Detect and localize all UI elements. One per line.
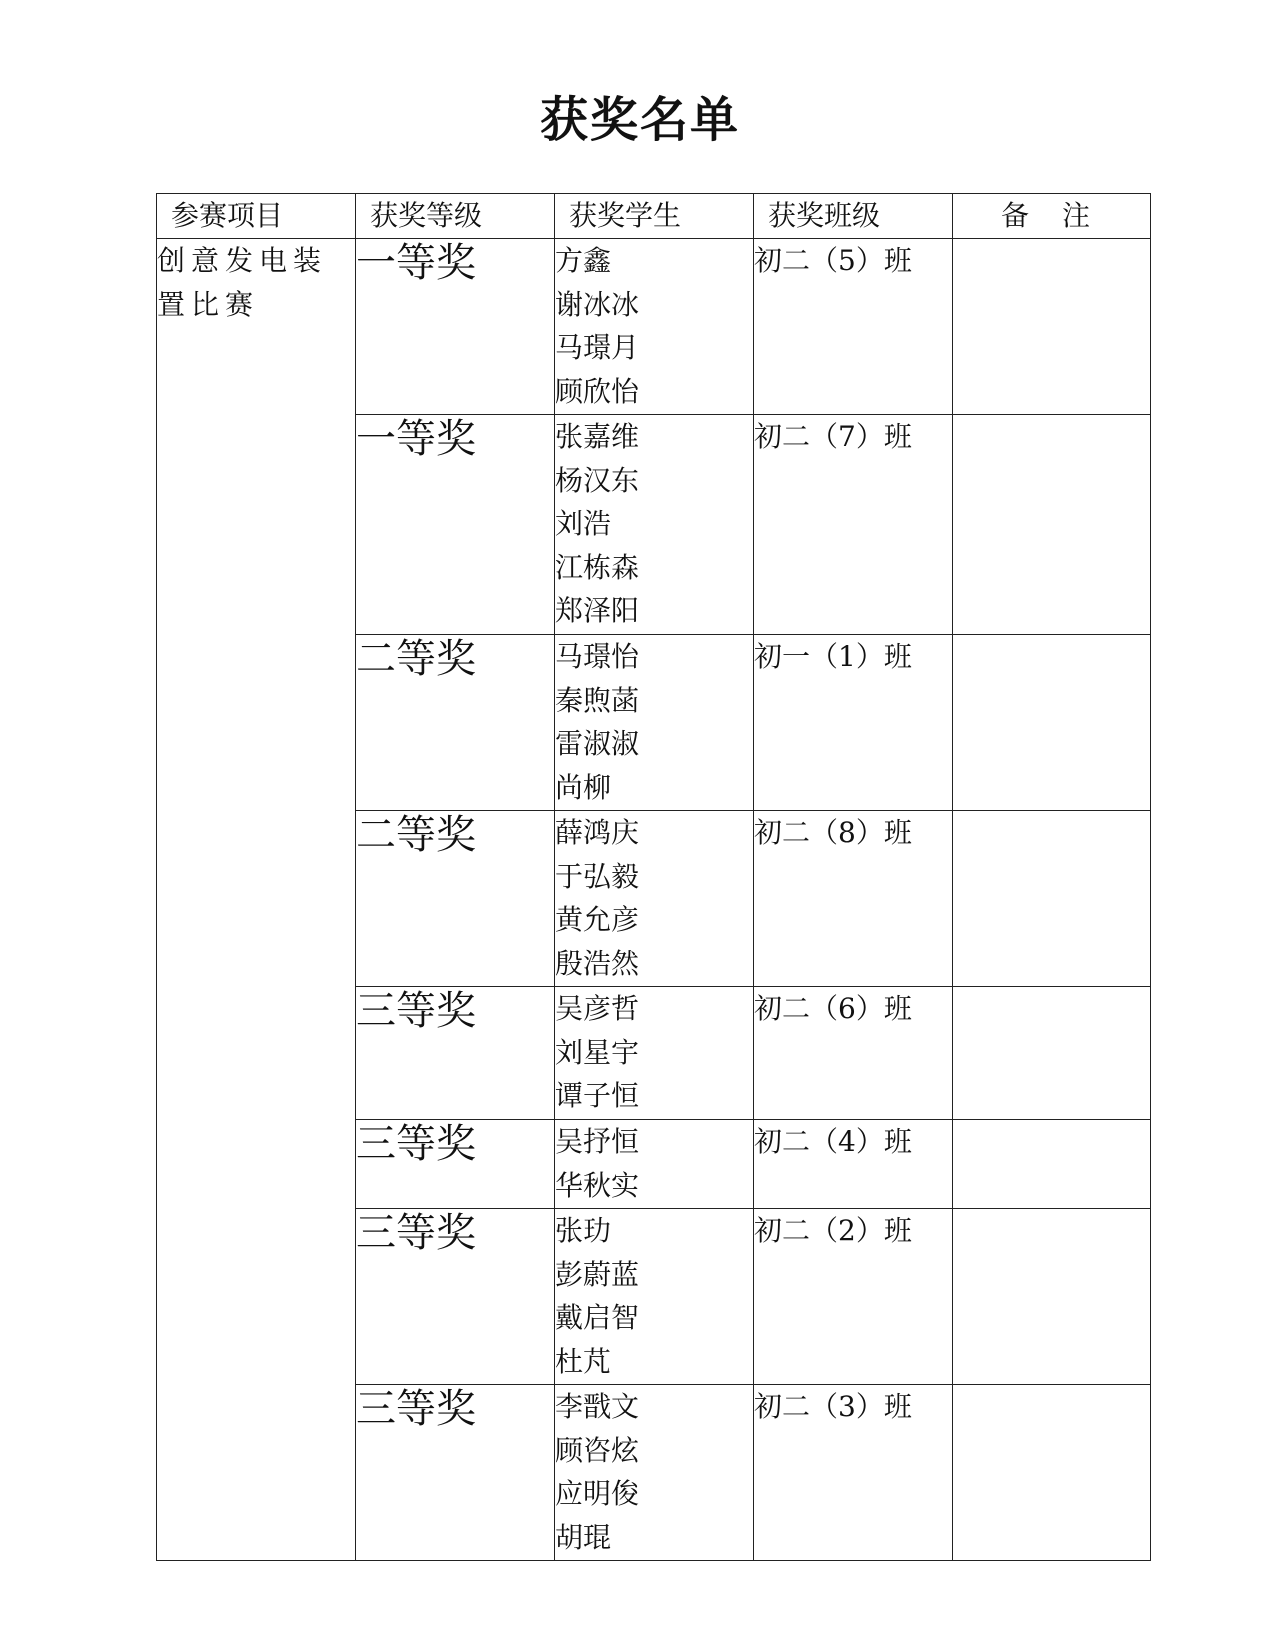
student-name: 顾咨炫 xyxy=(555,1433,640,1467)
award-table xyxy=(156,193,1151,1561)
page-title: 获奖名单 xyxy=(539,92,740,148)
student-name: 张嘉维 xyxy=(555,420,640,453)
class-cell: 初二（4）班 xyxy=(754,1120,953,1209)
class-cell: 初二（5）班 xyxy=(754,239,953,415)
student-name: 马璟怡 xyxy=(555,640,640,673)
student-name: 华秋实 xyxy=(555,1168,640,1202)
student-name: 江栋森 xyxy=(555,550,640,584)
header-notes: 备 注 xyxy=(953,194,1151,239)
award-level-cell: 一等奖 xyxy=(356,239,555,415)
student-name: 郑泽阳 xyxy=(555,594,640,627)
notes-cell xyxy=(953,1385,1151,1561)
student-name: 雷淑淑 xyxy=(555,727,640,760)
award-level-cell: 一等奖 xyxy=(356,415,555,635)
notes-cell xyxy=(953,1209,1151,1385)
class-cell: 初一（1）班 xyxy=(754,635,953,811)
header-project: 参赛项目 xyxy=(157,194,356,239)
student-name: 方鑫 xyxy=(555,244,612,277)
student-name: 胡琨 xyxy=(555,1520,612,1554)
class-cell: 初二（3）班 xyxy=(754,1385,953,1561)
project-name-cell: 创意发电装置比赛 xyxy=(157,239,356,1561)
students-cell xyxy=(555,1209,754,1385)
award-level-cell: 三等奖 xyxy=(356,1385,555,1561)
student-name: 刘星宇 xyxy=(555,1035,640,1069)
student-name: 吴彦哲 xyxy=(555,992,640,1025)
student-name: 杜芃 xyxy=(555,1344,612,1378)
award-level-cell: 三等奖 xyxy=(356,1209,555,1385)
student-name: 顾欣怡 xyxy=(555,374,640,408)
student-name: 殷浩然 xyxy=(555,946,640,980)
student-name: 尚柳 xyxy=(555,770,612,804)
award-level-cell: 二等奖 xyxy=(356,811,555,987)
students-cell xyxy=(555,987,754,1120)
notes-cell xyxy=(953,1120,1151,1209)
students-cell xyxy=(555,1120,754,1209)
class-cell: 初二（8）班 xyxy=(754,811,953,987)
header-students: 获奖学生 xyxy=(555,194,754,239)
students-cell xyxy=(555,811,754,987)
student-name: 彭蔚蓝 xyxy=(555,1257,640,1291)
student-name: 秦煦菡 xyxy=(555,683,640,717)
notes-cell xyxy=(953,239,1151,415)
class-cell: 初二（7）班 xyxy=(754,415,953,635)
students-cell xyxy=(555,415,754,635)
students-cell xyxy=(555,1385,754,1561)
student-name: 于弘毅 xyxy=(555,859,640,893)
student-name: 吴抒恒 xyxy=(555,1125,640,1158)
header-level: 获奖等级 xyxy=(356,194,555,239)
class-cell: 初二（2）班 xyxy=(754,1209,953,1385)
students-cell xyxy=(555,239,754,415)
class-cell: 初二（6）班 xyxy=(754,987,953,1120)
award-level-cell: 三等奖 xyxy=(356,1120,555,1209)
student-name: 应明俊 xyxy=(555,1477,640,1510)
award-level-cell: 三等奖 xyxy=(356,987,555,1120)
award-level-cell: 二等奖 xyxy=(356,635,555,811)
student-name: 薛鸿庆 xyxy=(555,816,640,849)
student-name: 杨汉东 xyxy=(555,463,640,497)
student-name: 戴启智 xyxy=(555,1301,640,1334)
student-name: 谭子恒 xyxy=(555,1079,640,1112)
notes-cell xyxy=(953,635,1151,811)
table-body xyxy=(157,239,1151,1561)
table-row xyxy=(157,239,1151,415)
header-class: 获奖班级 xyxy=(754,194,953,239)
student-name: 黄允彦 xyxy=(555,903,640,936)
student-name: 谢冰冰 xyxy=(555,287,640,321)
student-name: 李戬文 xyxy=(555,1390,640,1423)
notes-cell xyxy=(953,987,1151,1120)
header-row xyxy=(157,194,1151,239)
student-name: 刘浩 xyxy=(555,507,612,540)
student-name: 马璟月 xyxy=(555,331,640,364)
students-cell xyxy=(555,635,754,811)
student-name: 张玏 xyxy=(555,1214,612,1247)
notes-cell xyxy=(953,811,1151,987)
notes-cell xyxy=(953,415,1151,635)
